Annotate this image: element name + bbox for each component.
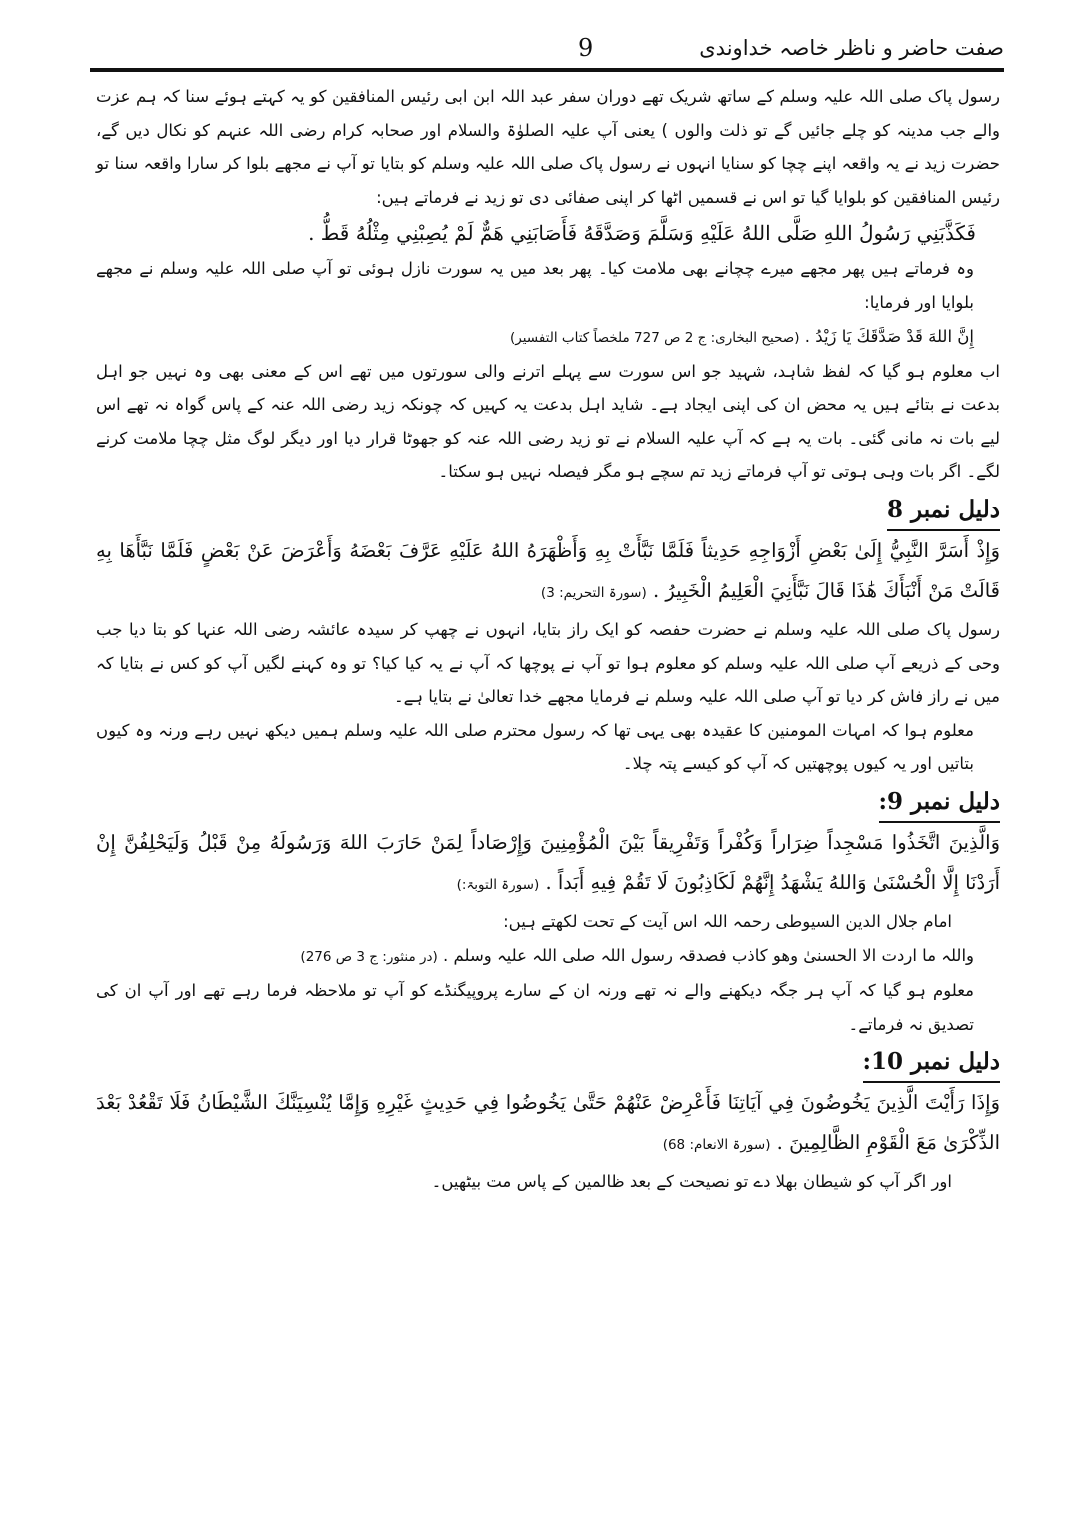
arabic-quote: إِنَّ اللهَ قَدْ صَدَّقَكَ يَا زَيْدُ . (804, 326, 974, 346)
arabic-quote-with-reference (96, 531, 1000, 613)
arabic-quote: واللہ ما اردت الا الحسنیٰ وھو کاذب فصدقہ رسول اللہ صلی اللہ علیہ وسلم . (443, 945, 974, 965)
arabic-quote: وَالَّذِينَ اتَّخَذُوا مَسْجِداً ضِرَاراً وَكُفْراً وَتَفْرِيقاً بَيْنَ الْمُؤْمِنِينَ وَإِرْصَاداً لِمَنْ حَارَبَ اللهَ وَرَسُولَهُ مِنْ قَبْلُ وَلَيَحْلِفُنَّ إِنْ أَرَدْنَا إِلَّا الْحُسْنَىٰ وَاللهُ يَشْهَدُ إِنَّهُمْ لَكَاذِبُونَ لَا تَقُمْ فِيهِ أَبَداً . (96, 830, 1000, 894)
page-header (90, 30, 1004, 70)
reference: (سورۃ التوبۃ:) (456, 876, 540, 893)
section-heading: دلیل نمبر 9: (879, 783, 1000, 823)
paragraph: رسول پاک صلی اللہ علیہ وسلم نے حضرت حفصہ کو ایک راز بتایا، انہوں نے چھپ کر سیدہ عائشہ رضی اللہ عنہا کو بتا دیا جب وحی کے ذریعے آپ صلی اللہ علیہ وسلم کو معلوم ہوا تو آپ نے پوچھا کہ آپ نے یہ کیا کیا؟ تو وہ کہنے لگیں آپ کو کس نے بتایا کہ میں نے راز فاش کر دیا تو آپ صلی اللہ علیہ وسلم نے فرمایا مجھے خدا تعالیٰ نے بتایا ہے۔ (96, 619, 1000, 707)
paragraph: امام جلال الدین السیوطی رحمہ اللہ اس آیت کے تحت لکھتے ہیں: (503, 911, 952, 931)
paragraph: معلوم ہو گیا کہ آپ ہر جگہ دیکھنے والے نہ تھے ورنہ ان کے سارے پروپیگنڈے کو آپ تو ملاحظہ فرما رہے تھے اور آپ ان کی تصدیق نہ فرماتے۔ (96, 980, 974, 1034)
section-heading: دلیل نمبر 8 (887, 491, 1000, 531)
paragraph: اور اگر آپ کو شیطان بھلا دے تو نصیحت کے بعد ظالمین کے پاس مت بیٹھیں۔ (431, 1172, 952, 1192)
paragraph: رسول پاک صلی اللہ علیہ وسلم کے ساتھ شریک تھے دوران سفر عبد اللہ ابن ابی رئیس المنافقین کو یہ کہتے ہوئے سنا کہ ہم عزت والے جب مدینہ کو چلے جائیں گے تو ذلت والوں ) یعنی آپ علیہ الصلوٰۃ والسلام اور صحابہ کرام رضی اللہ عنہم کو نکال دیں گے، حضرت زید نے یہ واقعہ اپنے چچا کو سنایا انہوں نے رسول پاک صلی اللہ علیہ وسلم کو بتایا تو آپ نے مجھے بلوا کر سارا واقعہ سنا تو رئیس المنافقین کو بلوایا گیا تو اس نے قسمیں اٹھا کر اپنی صفائی دی تو زید نے فرماتے ہیں: (96, 87, 1000, 207)
arabic-quote: فَكَذَّبَنِي رَسُولُ اللهِ صَلَّى اللهُ عَلَيْهِ وَسَلَّمَ وَصَدَّقَهُ فَأَصَابَنِي هَمٌّ لَمْ يُصِبْنِي مِثْلُهُ قَطُّ . (308, 221, 976, 246)
arabic-quote-with-reference (96, 1083, 1000, 1165)
arabic-quote-with-reference (96, 320, 1000, 355)
running-title: صفت حاضر و ناظر خاصہ خداوندی (699, 36, 1004, 60)
paragraph: اب معلوم ہو گیا کہ لفظ شاہد، شہید جو اس سورت سے پہلے اترنے والی سورتوں میں تھے اس کے معنی بھی وہ نہیں جو اہل بدعت نے بتائے ہیں یہ محض ان کی اپنی ایجاد ہے۔ شاید اہل بدعت یہ کہیں کہ چونکہ زید رضی اللہ عنہ کے پاس گواہ نہ تھے اس لیے بات نہ مانی گئی۔ بات یہ ہے کہ آپ علیہ السلام نے تو زید رضی اللہ عنہ کو جھوٹا قرار دیا اور دیگر لوگ مثل چچا ملامت کرنے لگے۔ اگر بات وہی ہوتی تو آپ فرماتے زید تم سچے ہو مگر فیصلہ نہیں ہو سکتا۔ (96, 361, 1000, 482)
reference: (در منثور: ج 3 ص 276) (300, 948, 438, 965)
reference: (صحیح البخاری: ج 2 ص 727 ملخصاً کتاب التفسیر) (510, 329, 800, 346)
arabic-quote: وَإِذْ أَسَرَّ النَّبِيُّ إِلَىٰ بَعْضِ أَزْوَاجِهِ حَدِيثاً فَلَمَّا نَبَّأَتْ بِهِ وَأَظْهَرَهُ اللهُ عَلَيْهِ عَرَّفَ بَعْضَهُ وَأَعْرَضَ عَنْ بَعْضٍ فَلَمَّا نَبَّأَهَا بِهِ قَالَتْ مَنْ أَنْبَأَكَ هَٰذَا قَالَ نَبَّأَنِيَ الْعَلِيمُ الْخَبِيرُ . (96, 538, 1001, 602)
page-number: 9 (578, 34, 594, 62)
paragraph: معلوم ہوا کہ امہات المومنین کا عقیدہ بھی یہی تھا کہ رسول محترم صلی اللہ علیہ وسلم ہمیں دیکھ نہیں رہے ورنہ وہ کیوں بتاتیں اور یہ کیوں پوچھتیں کہ آپ کو کیسے پتہ چلا۔ (96, 720, 974, 774)
arabic-quote-with-reference (96, 939, 1000, 974)
section-heading: دلیل نمبر 10: (863, 1043, 1000, 1083)
arabic-quote: وَإِذَا رَأَيْتَ الَّذِينَ يَخُوضُونَ فِي آيَاتِنَا فَأَعْرِضْ عَنْهُمْ حَتَّىٰ يَخُوضُوا فِي حَدِيثٍ غَيْرِهِ وَإِمَّا يُنْسِيَنَّكَ الشَّيْطَانُ فَلَا تَقْعُدْ بَعْدَ الذِّكْرَىٰ مَعَ الْقَوْمِ الظَّالِمِينَ . (96, 1091, 1000, 1155)
paragraph: وہ فرماتے ہیں پھر مجھے میرے چچانے بھی ملامت کیا۔ پھر بعد میں یہ سورت نازل ہوئی تو آپ صلی اللہ علیہ وسلم نے مجھے بلوایا اور فرمایا: (96, 259, 974, 312)
reference: (سورۃ الانعام: 68) (662, 1137, 771, 1154)
page-body (96, 80, 1000, 1199)
header-rule (90, 68, 1004, 72)
arabic-quote-with-reference (96, 823, 1000, 905)
reference: (سورۃ التحریم: 3) (540, 584, 647, 601)
